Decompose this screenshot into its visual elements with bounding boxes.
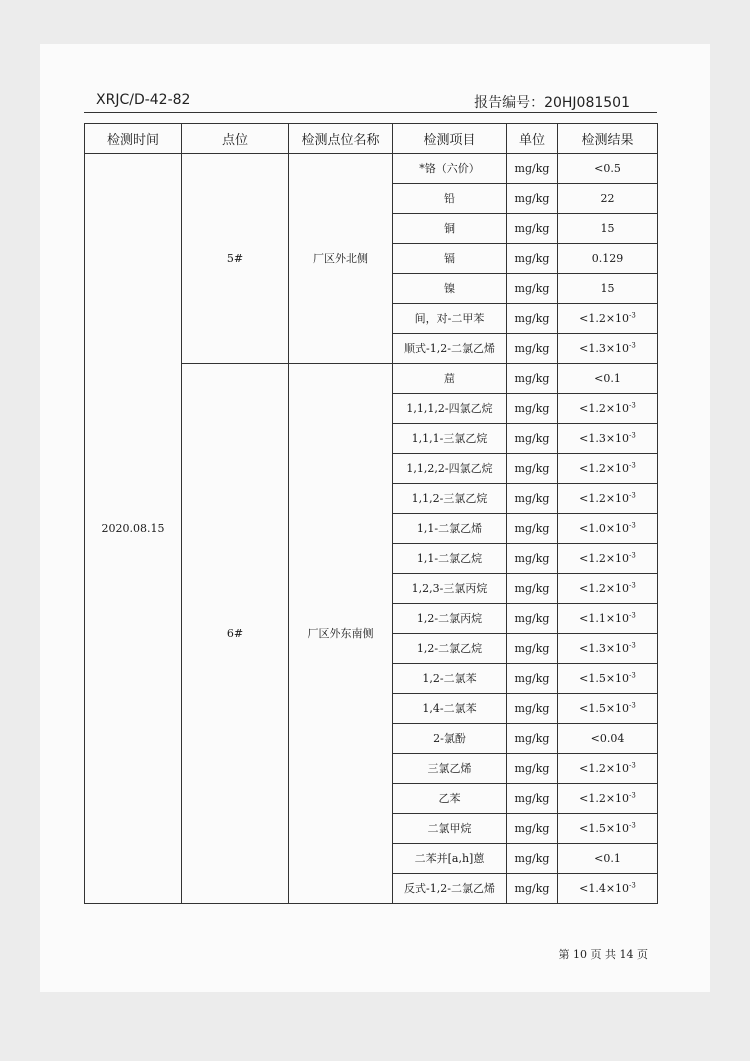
- unit: mg/kg: [507, 754, 558, 784]
- test-item: 1,2,3-三氯丙烷: [393, 574, 507, 604]
- result-value: <1.2×10: [579, 762, 630, 775]
- unit: mg/kg: [507, 394, 558, 424]
- result-value: <1.5×10: [579, 822, 630, 835]
- test-result: [558, 514, 658, 544]
- test-result: [558, 754, 658, 784]
- column-header: 单位: [507, 124, 558, 154]
- test-result: [558, 844, 658, 874]
- result-value: <1.2×10: [579, 792, 630, 805]
- unit: mg/kg: [507, 244, 558, 274]
- test-item: 1,1,1-三氯乙烷: [393, 424, 507, 454]
- result-value: <1.4×10: [579, 882, 630, 895]
- result-value: <1.2×10: [579, 582, 630, 595]
- test-result: [558, 274, 658, 304]
- result-value: <1.2×10: [579, 462, 630, 475]
- test-item: 顺式-1,2-二氯乙烯: [393, 334, 507, 364]
- result-value: <1.3×10: [579, 342, 630, 355]
- result-exponent: -3: [629, 611, 636, 620]
- table-row: [85, 154, 658, 184]
- result-value: <1.2×10: [579, 312, 630, 325]
- result-exponent: -3: [629, 551, 636, 560]
- test-result: [558, 694, 658, 724]
- test-item: 1,1-二氯乙烷: [393, 544, 507, 574]
- result-exponent: -3: [629, 881, 636, 890]
- column-header: 点位: [182, 124, 289, 154]
- detection-date: 2020.08.15: [85, 154, 182, 904]
- result-value: <1.1×10: [579, 612, 630, 625]
- test-result: [558, 544, 658, 574]
- point-id: 5#: [182, 154, 289, 364]
- result-value: <1.3×10: [579, 432, 630, 445]
- test-result: [558, 724, 658, 754]
- result-exponent: -3: [629, 581, 636, 590]
- unit: mg/kg: [507, 514, 558, 544]
- result-value: <1.3×10: [579, 642, 630, 655]
- result-value: 22: [600, 192, 615, 205]
- test-item: 1,2-二氯苯: [393, 664, 507, 694]
- unit: mg/kg: [507, 874, 558, 904]
- unit: mg/kg: [507, 304, 558, 334]
- unit: mg/kg: [507, 274, 558, 304]
- result-exponent: -3: [629, 491, 636, 500]
- point-name: 厂区外北侧: [289, 154, 393, 364]
- test-item: 1,2-二氯丙烷: [393, 604, 507, 634]
- test-item: 䓛: [393, 364, 507, 394]
- results-table: [84, 123, 658, 904]
- result-exponent: -3: [629, 701, 636, 710]
- unit: mg/kg: [507, 814, 558, 844]
- unit: mg/kg: [507, 724, 558, 754]
- test-item: 镍: [393, 274, 507, 304]
- test-result: [558, 244, 658, 274]
- test-result: [558, 214, 658, 244]
- column-header: 检测结果: [558, 124, 658, 154]
- test-result: [558, 604, 658, 634]
- result-value: 15: [600, 282, 615, 295]
- table-header-row: [85, 124, 658, 154]
- test-result: [558, 634, 658, 664]
- unit: mg/kg: [507, 424, 558, 454]
- result-exponent: -3: [629, 461, 636, 470]
- result-exponent: -3: [629, 641, 636, 650]
- unit: mg/kg: [507, 694, 558, 724]
- unit: mg/kg: [507, 184, 558, 214]
- result-exponent: -3: [629, 671, 636, 680]
- page-number: 第 10 页 共 14 页: [558, 948, 648, 961]
- result-value: <0.1: [594, 372, 621, 385]
- unit: mg/kg: [507, 574, 558, 604]
- result-value: <1.5×10: [579, 672, 630, 685]
- test-result: [558, 364, 658, 394]
- test-item: 镉: [393, 244, 507, 274]
- unit: mg/kg: [507, 154, 558, 184]
- test-item: 1,1-二氯乙烯: [393, 514, 507, 544]
- result-exponent: -3: [629, 761, 636, 770]
- test-result: [558, 574, 658, 604]
- test-item: 反式-1,2-二氯乙烯: [393, 874, 507, 904]
- unit: mg/kg: [507, 544, 558, 574]
- result-value: 15: [600, 222, 615, 235]
- unit: mg/kg: [507, 604, 558, 634]
- test-item: 乙苯: [393, 784, 507, 814]
- result-exponent: -3: [629, 791, 636, 800]
- test-result: [558, 454, 658, 484]
- test-result: [558, 424, 658, 454]
- test-item: 1,1,2,2-四氯乙烷: [393, 454, 507, 484]
- result-exponent: -3: [629, 821, 636, 830]
- unit: mg/kg: [507, 484, 558, 514]
- result-exponent: -3: [629, 521, 636, 530]
- result-value: <1.5×10: [579, 702, 630, 715]
- test-item: 二氯甲烷: [393, 814, 507, 844]
- test-result: [558, 784, 658, 814]
- result-value: <0.1: [594, 852, 621, 865]
- result-value: <1.2×10: [579, 402, 630, 415]
- unit: mg/kg: [507, 364, 558, 394]
- point-name: 厂区外东南侧: [289, 364, 393, 904]
- result-value: <1.0×10: [579, 522, 630, 535]
- unit: mg/kg: [507, 214, 558, 244]
- point-id: 6#: [182, 364, 289, 904]
- result-value: <0.04: [590, 732, 625, 745]
- result-value: <1.2×10: [579, 552, 630, 565]
- test-item: 1,4-二氯苯: [393, 694, 507, 724]
- test-item: 2-氯酚: [393, 724, 507, 754]
- result-value: 0.129: [591, 252, 624, 265]
- test-item: 二苯并[a,h]蒽: [393, 844, 507, 874]
- column-header: 检测项目: [393, 124, 507, 154]
- test-item: 三氯乙烯: [393, 754, 507, 784]
- result-exponent: -3: [629, 341, 636, 350]
- test-item: 1,1,2-三氯乙烷: [393, 484, 507, 514]
- test-result: [558, 664, 658, 694]
- test-result: [558, 874, 658, 904]
- column-header: 检测点位名称: [289, 124, 393, 154]
- test-result: [558, 394, 658, 424]
- result-value: <0.5: [594, 162, 621, 175]
- document-code: XRJC/D-42-82: [96, 92, 191, 108]
- result-exponent: -3: [629, 311, 636, 320]
- result-exponent: -3: [629, 401, 636, 410]
- test-result: [558, 154, 658, 184]
- test-result: [558, 814, 658, 844]
- test-result: [558, 334, 658, 364]
- test-result: [558, 484, 658, 514]
- test-item: 间，对-二甲苯: [393, 304, 507, 334]
- test-item: 1,1,1,2-四氯乙烷: [393, 394, 507, 424]
- column-header: 检测时间: [85, 124, 182, 154]
- test-item: 铜: [393, 214, 507, 244]
- unit: mg/kg: [507, 844, 558, 874]
- result-exponent: -3: [629, 431, 636, 440]
- test-item: *铬（六价）: [393, 154, 507, 184]
- unit: mg/kg: [507, 784, 558, 814]
- report-number: 报告编号：20HJ081501: [474, 95, 630, 111]
- test-result: [558, 304, 658, 334]
- test-result: [558, 184, 658, 214]
- result-value: <1.2×10: [579, 492, 630, 505]
- unit: mg/kg: [507, 334, 558, 364]
- test-item: 1,2-二氯乙烷: [393, 634, 507, 664]
- header-rule: [84, 112, 657, 113]
- unit: mg/kg: [507, 634, 558, 664]
- unit: mg/kg: [507, 454, 558, 484]
- unit: mg/kg: [507, 664, 558, 694]
- test-item: 铅: [393, 184, 507, 214]
